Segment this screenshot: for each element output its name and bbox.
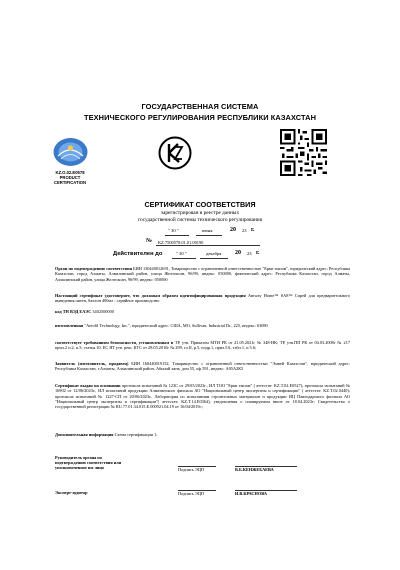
- emblem-caption-product: PRODUCT: [59, 175, 81, 180]
- issued-year: 23: [242, 228, 247, 233]
- qr-code-icon: [280, 129, 327, 176]
- additional-text: Схема сертификации 1;: [114, 432, 158, 437]
- head-sign-label: Подпись ЭЦП: [178, 466, 204, 472]
- kz-conformity-mark-icon: [158, 136, 192, 170]
- conforms-text: ТР, утв. Приказом МТИ РК от 21.05.2021г № 348-НК; ТР, утв.ПП РК от 04.03.2008г № 217 прил.2 п.2, п.5; статья 10; ЕС ЯТ утв. реш. КТС от 28.05.2010г № 299, гл.II, р.5, подр.1, прил.5А, табл.1, п.5.6;: [55, 340, 350, 351]
- issued-day-line: [165, 235, 189, 236]
- manufacturer-label: изготовленная: [55, 323, 84, 328]
- organ-text: БИН 130440012691, Товарищество с ограниченной ответственностью "Ерки тыпом", юридический адрес: Республика Казахстан, город Алматы, Алмалинский район, улица Желтоксан, 96/99, индекс: 050000, фактический адрес: Республика Казахстан, город Алматы, Алмалинский район, улица Желтоксан, 96/99, индекс: 050000: [55, 266, 351, 282]
- certificate-number: KZ.7500578.01.01.00190: [158, 239, 204, 245]
- issued-month: июня: [202, 228, 213, 233]
- expert-name: И.В.КРАСНОВА: [235, 490, 267, 496]
- valid-until-year: 23: [247, 251, 252, 256]
- header-line-2: ТЕХНИЧЕСКОГО РЕГУЛИРОВАНИЯ РЕСПУБЛИКИ КАЗАХСТАН: [83, 113, 317, 122]
- manufacturer-text: "Aerofil Technology, Inc.", юридический адрес: США, MO, Sullivan, Industrial Dr., 225, индекс: 63080: [84, 323, 268, 328]
- additional-label: Дополнительная информация: [55, 432, 114, 437]
- organ-label: Орган по подтверждению соответствия: [55, 266, 132, 271]
- expert-sign-label: Подпись ЭЦП: [178, 490, 204, 496]
- issued-year-suffix: г.: [251, 227, 255, 233]
- header-line-1: ГОСУДАРСТВЕННАЯ СИСТЕМА: [141, 102, 259, 111]
- valid-until-day-line: [172, 258, 196, 259]
- expert-label: Эксперт-аудитор: [55, 490, 88, 495]
- conforms-paragraph: [55, 340, 350, 351]
- tnved-paragraph: [55, 309, 350, 314]
- head-label-line-1: Руководитель органа по: [55, 455, 102, 460]
- applicant-label: Заявитель (изготовитель, продавец): [55, 361, 129, 366]
- basis-paragraph: [55, 383, 350, 409]
- head-label-line-3: уполномоченное им лицо: [55, 465, 104, 470]
- certifies-label: Настоящий сертификат удостоверяет, что должным образом идентифицированная продукция: [55, 293, 246, 298]
- conforms-label: соответствует требованиям безопасности, установленным в: [55, 340, 174, 345]
- basis-label: Сертификат выдан на основании: [55, 383, 121, 388]
- head-label-line-2: подтверждению соответствия или: [55, 460, 122, 465]
- valid-until-label: Действителен до: [113, 251, 163, 257]
- issued-day: " 30 ": [168, 228, 179, 233]
- valid-until-year-suffix: г.: [256, 250, 260, 256]
- accreditation-emblem-icon: [52, 136, 89, 168]
- issued-year-prefix: 20: [230, 227, 236, 233]
- applicant-text: БИН 160440019152, Товарищество с ограниченной ответственностью "Эмвей Казахстан", юридический адрес: Республика Казахстан, г.Алматы, Алмалинский район, Абылай хана, дом 55, оф.591, индекс: А05А2К5: [55, 361, 350, 372]
- valid-until-month-line: [200, 258, 228, 259]
- issued-month-line: [196, 235, 222, 236]
- manufacturer-paragraph: [55, 323, 350, 328]
- organ-paragraph: [55, 266, 350, 282]
- certifies-text: Amway Home™ SA8™ Спрей для предварительного выведения пятен, баллон 400мл ; серийное производство: [55, 293, 350, 304]
- number-line: [156, 245, 260, 246]
- valid-until-day: " 30 ": [176, 251, 187, 256]
- valid-until-month: декабря: [206, 251, 222, 256]
- emblem-caption-certification: CERTIFICATION: [53, 180, 87, 185]
- certifies-paragraph: [55, 293, 350, 304]
- emblem-code: KZ.O.02.E0578: [55, 170, 85, 175]
- head-label: [55, 455, 121, 470]
- emblem-caption: [40, 170, 100, 185]
- applicant-paragraph: [55, 361, 350, 372]
- additional-paragraph: [55, 432, 350, 437]
- certificate-title: СЕРТИФИКАТ СООТВЕТСТВИЯ: [144, 200, 256, 209]
- head-name: В.Б.КЕНЖЕБАЕВА: [235, 466, 274, 472]
- registry-line-1: зарегистрирован в реестре данных: [160, 210, 240, 216]
- basis-text: протокола испытаний № 123С от 29/05/2023г., ИЛ ТОО "Ерки тыпом" ( аттестат: KZ.T.02.E0527); протокола испытаний № 16902 от 12/06/2023г., ИЛ испытаний продукции Алматинского филиала АО "Национальный центр экспертизы и сертификации" ( аттестат: KZ.T.02.0440); протокола испытаний № 1227-СП от 20/06/2023г., Лаборатория по испытаниям строительных материалов и продукции ИЦ Павлодарского филиала АО "Национальный центр экспертизы и сертификации"( аттестат: KZ.T.14.E0364); уведомления о планируемом ввозе от 18.04.2023г; Свидетельство о государственной регистрации № RU.77.01.34.015.Е.000921.04.19 от 16/04/2019г.;: [55, 383, 351, 410]
- tnved-value: 3402500000: [92, 309, 114, 314]
- tnved-label: код ТН ВЭД ЕАЭС: [55, 309, 92, 314]
- number-label: №: [146, 238, 153, 244]
- valid-until-year-prefix: 20: [235, 250, 241, 256]
- registry-line-2: государственной системы технического регулирования: [137, 217, 263, 223]
